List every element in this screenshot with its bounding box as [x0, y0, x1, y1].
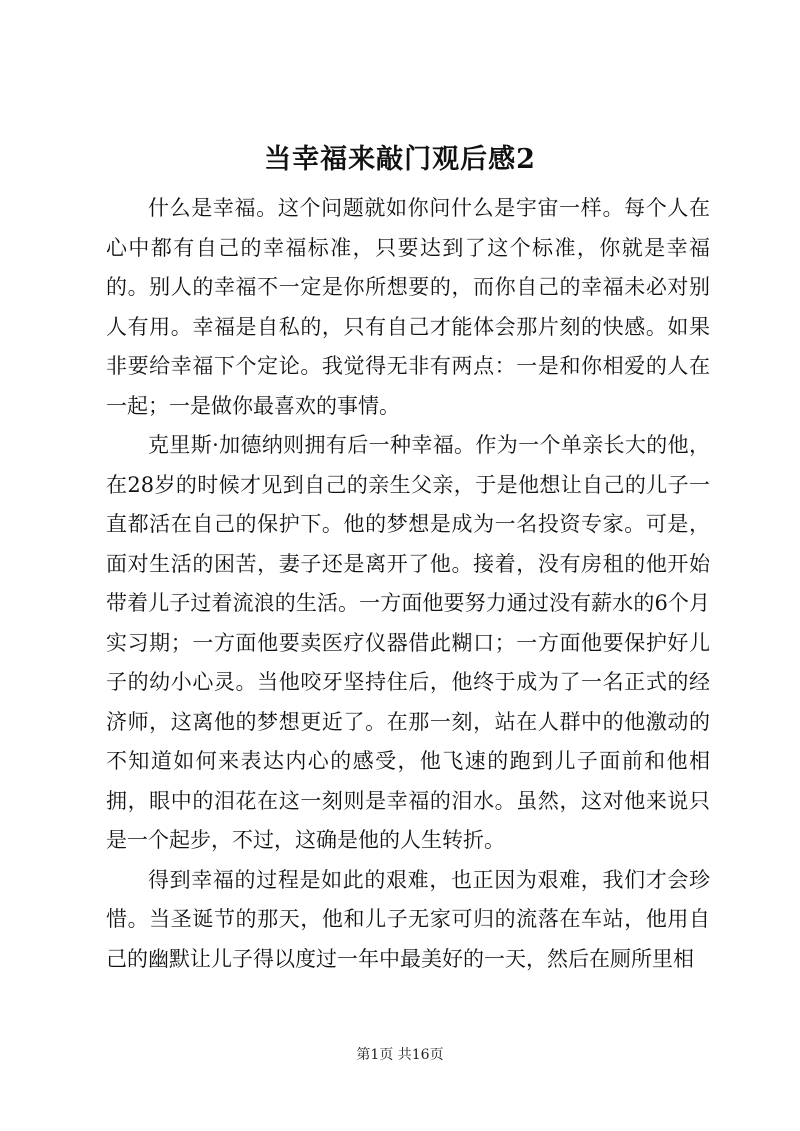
page-number-footer: 第1页 共16页: [356, 1047, 444, 1063]
paragraph: 克里斯·加德纳则拥有后一种幸福。作为一个单亲长大的他，在28岁的时候才见到自己的亲生父亲，于是他想让自己的儿子一直都活在自己的保护下。他的梦想是成为一名投资专家。可是，面对生活的困苦，妻子还是离开了他。接着，没有房租的他开始带着儿子过着流浪的生活。一方面他要努力通过没有薪水的6个月实习期；一方面他要卖医疗仪器借此糊口；一方面他要保护好儿子的幼小心灵。当他咬牙坚持住后，他终于成为了一名正式的经济师，这离他的梦想更近了。在那一刻，站在人群中的他激动的不知道如何来表达内心的感受，他飞速的跑到儿子面前和他相拥，眼中的泪花在这一刻则是幸福的泪水。虽然，这对他来说只是一个起步，不过，这确是他的人生转折。: [106, 433, 710, 852]
paragraph: 得到幸福的过程是如此的艰难，也正因为艰难，我们才会珍惜。当圣诞节的那天，他和儿子无家可归的流落在车站，他用自己的幽默让儿子得以度过一年中最美好的一天，然后在厕所里相: [106, 867, 710, 971]
document-title: 当幸福来敲门观后感2: [264, 144, 536, 175]
paragraph: 什么是幸福。这个问题就如你问什么是宇宙一样。每个人在心中都有自己的幸福标准，只要达到了这个标准，你就是幸福的。别人的幸福不一定是你所想要的，而你自己的幸福未必对别人有用。幸福是自私的，只有自己才能体会那片刻的快感。如果非要给幸福下个定论。我觉得无非有两点：一是和你相爱的人在一起；一是做你最喜欢的事情。: [106, 196, 710, 418]
document-body: [106, 189, 710, 979]
